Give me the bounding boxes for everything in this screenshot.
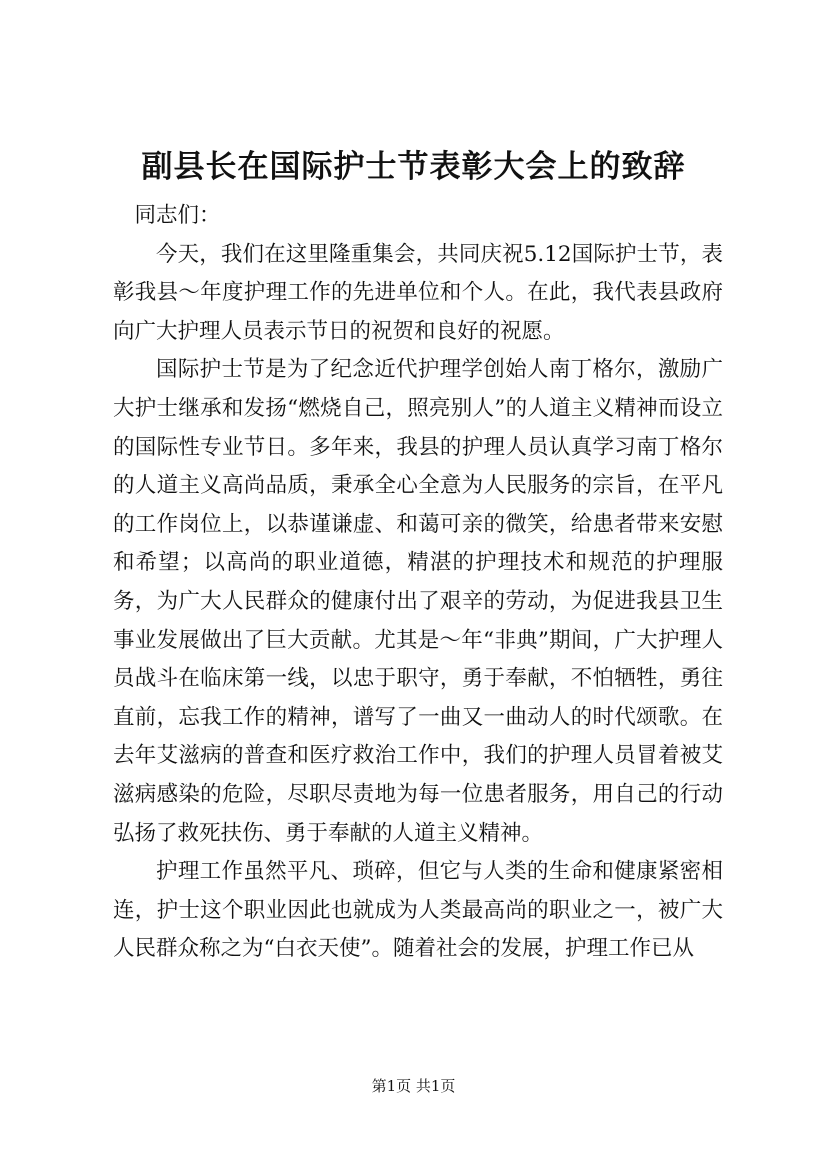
page-number-footer: 第1页 共1页	[371, 1077, 456, 1095]
paragraph-1: 今天，我们在这里隆重集会，共同庆祝5.12国际护士节，表彰我县～年度护理工作的先进单位和个人。在此，我代表县政府向广大护理人员表示节日的祝贺和良好的祝愿。	[113, 241, 723, 344]
salutation: 同志们：	[134, 203, 221, 228]
document-body	[113, 197, 723, 969]
document-title: 副县长在国际护士节表彰大会上的致辞	[141, 149, 686, 185]
paragraph-3: 护理工作虽然平凡、琐碎，但它与人类的生命和健康紧密相连，护士这个职业因此也就成为人类最高尚的职业之一，被广大人民群众称之为“白衣天使”。随着社会的发展，护理工作已从	[113, 859, 723, 962]
paragraph-2: 国际护士节是为了纪念近代护理学创始人南丁格尔，激励广大护士继承和发扬“燃烧自己，照亮别人”的人道主义精神而设立的国际性专业节日。多年来，我县的护理人员认真学习南丁格尔的人道主义高尚品质，秉承全心全意为人民服务的宗旨，在平凡的工作岗位上，以恭谨谦虚、和蔼可亲的微笑，给患者带来安慰和希望；以高尚的职业道德，精湛的护理技术和规范的护理服务，为广大人民群众的健康付出了艰辛的劳动，为促进我县卫生事业发展做出了巨大贡献。尤其是～年“非典”期间，广大护理人员战斗在临床第一线，以忠于职守，勇于奉献，不怕牺牲，勇往直前，忘我工作的精神，谱写了一曲又一曲动人的时代颂歌。在去年艾滋病的普查和医疗救治工作中，我们的护理人员冒着被艾滋病感染的危险，尽职尽责地为每一位患者服务，用自己的行动弘扬了救死扶伤、勇于奉献的人道主义精神。	[113, 357, 723, 846]
